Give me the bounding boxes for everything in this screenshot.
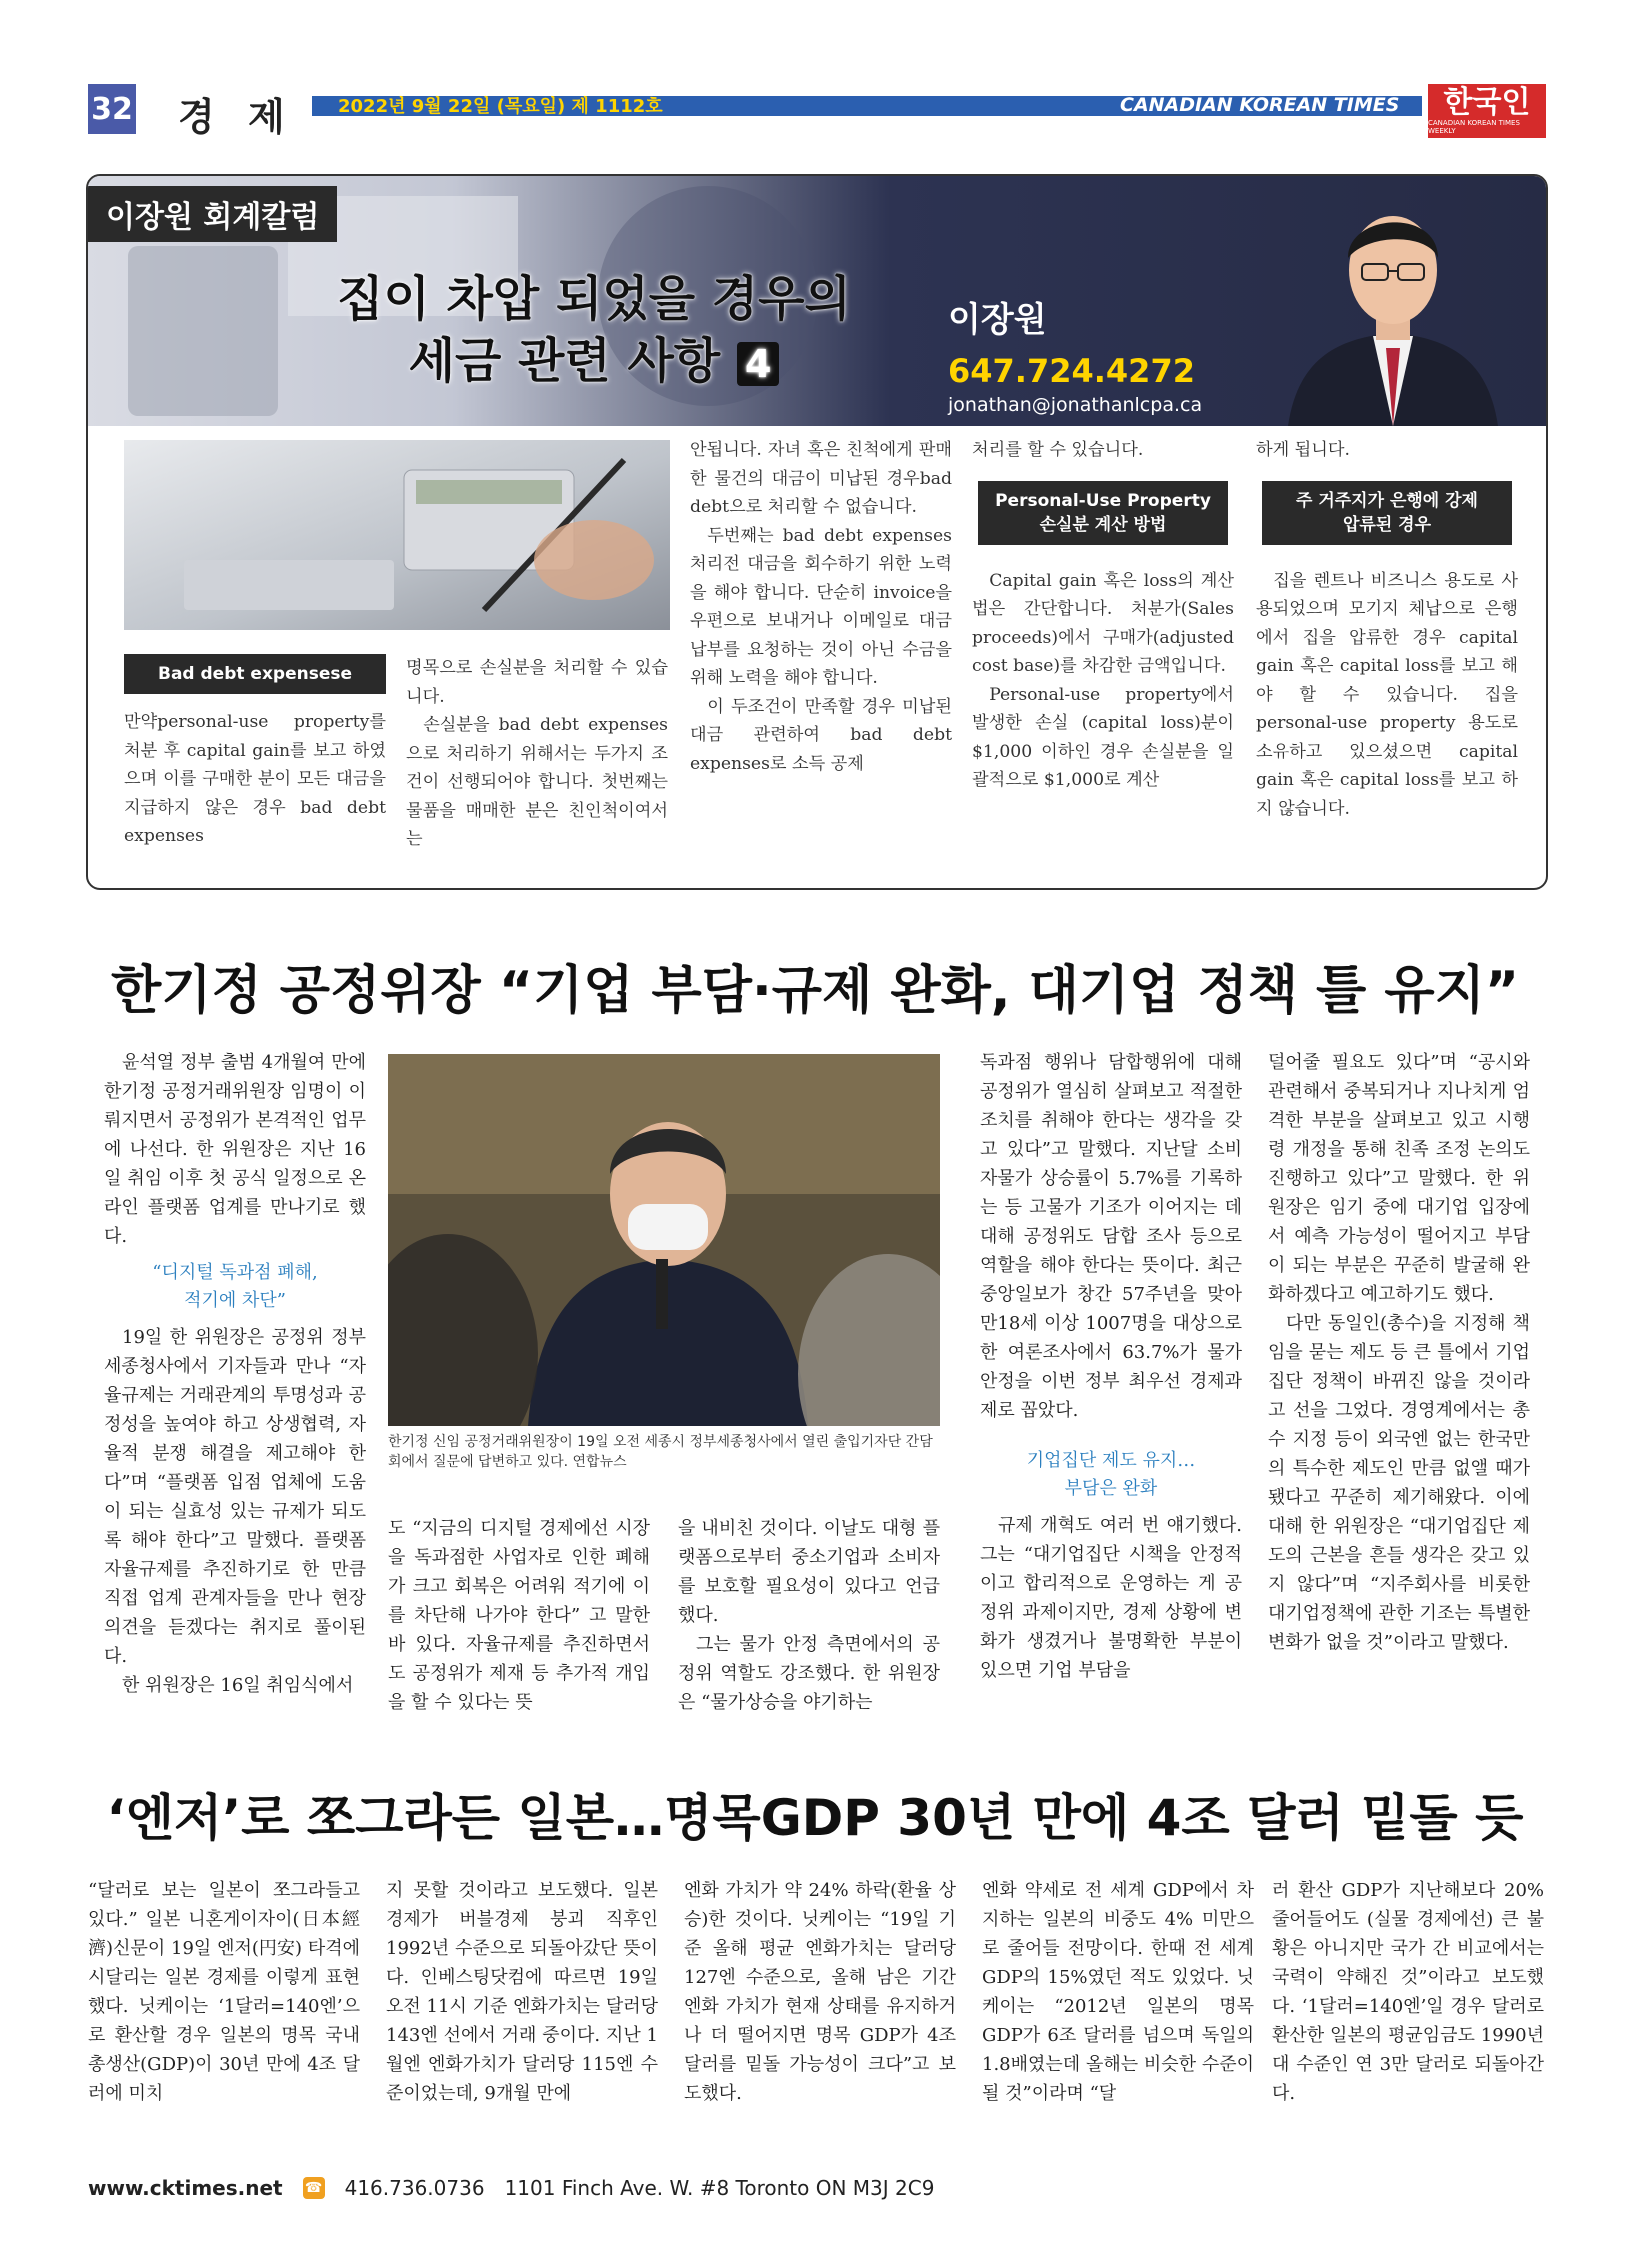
- subhead-bad-debt: Bad debt expensese: [124, 654, 386, 694]
- paragraph: 러 환산 GDP가 지난해보다 20% 줄어들어도 (실물 경제에선) 큰 불황은 아니지만 국가 간 비교에서는 국력이 약해진 것”이라고 보도했다. ‘1달러=140엔’일 경우 달러로 환산한 일본의 평균임금도 1990년대 수준인 연 3만 달러로 되돌아간다.: [1272, 1880, 1544, 2104]
- column-title-line1: 집이 차압 되었을 경우의: [337, 271, 851, 327]
- accounting-column: [86, 174, 1548, 890]
- footer-address: 1101 Finch Ave. W. #8 Toronto ON M3J 2C9: [504, 2176, 935, 2200]
- paragraph: “달러로 보는 일본이 쪼그라들고 있다.” 일본 니혼게이자이(日本經濟)신문이 19일 엔저(円安) 타격에 시달리는 일본 경제를 이렇게 표현했다. 닛케이는 ‘1달러=140엔’으로 환산할 경우 일본의 명목 국내총생산(GDP)이 30년 만에 4조 달러에 미치: [88, 1880, 360, 2104]
- paragraph: 하게 됩니다.: [1256, 440, 1350, 460]
- newspaper-logo: [1428, 84, 1546, 138]
- subhead-line: 압류된 경우: [1342, 514, 1432, 535]
- paragraph: 집을 렌트나 비즈니스 용도로 사용되었으며 모기지 체납으로 은행에서 집을 압류한 경우 capital gain 혹은 capital loss를 보고 해야 할 수 있습니다. 집을 personal-use property 용도로 소유하고 있으셨으면 capital gain 혹은 capital loss를 보고 하지 않습니다.: [1256, 570, 1518, 819]
- paragraph: 도 “지금의 디지털 경제에선 시장을 독과점한 사업자로 인한 폐해가 크고 회복은 어려워 적기에 이를 차단해 나가야 한다” 고 말한 바 있다. 자율규제를 추진하면서도 공정위가 제재 등 추가적 개입을 할 수 있다는 뜻: [388, 1518, 650, 1713]
- paper-name: CANADIAN KOREAN TIMES: [1120, 94, 1400, 116]
- paragraph: 을 내비친 것이다. 이날도 대형 플랫폼으로부터 중소기업과 소비자를 보호할 필요성이 있다고 언급했다.: [678, 1518, 940, 1626]
- paragraph: 명목으로 손실분을 처리할 수 있습니다.: [406, 658, 668, 707]
- paragraph: 지 못할 것이라고 보도했다. 일본 경제가 버블경제 붕괴 직후인 1992년 수준으로 되돌아갔단 뜻이다. 인베스팅닷컴에 따르면 19일 오전 11시 기준 엔화가치는 달러당 143엔 선에서 거래 중이다. 지난 1월엔 엔화가치가 달러당 115엔 수준이었는데, 9개월 만에: [386, 1880, 658, 2104]
- article2-col-1: [88, 1876, 360, 2108]
- column-banner: [88, 176, 1546, 426]
- article1-col-4: [980, 1048, 1242, 1685]
- subhead-personal-use: [978, 481, 1228, 545]
- subhead-line: 부담은 완화: [1064, 1478, 1158, 1499]
- paragraph: 19일 한 위원장은 공정위 정부세종청사에서 기자들과 만나 “자율규제는 거래관계의 투명성과 공정성을 높여야 하고 상생협력, 자율적 분쟁 해결을 제고해야 한다”며 “플랫폼 입점 업체에 도움이 되는 실효성 있는 규제가 되도록 해야 한다”고 말했다. 플랫폼 자율규제를 추진하기로 한 만큼 직접 업계 관계자들을 만나 현장 의견을 듣겠다는 취지로 풀이된다.: [104, 1327, 366, 1667]
- footer-website-link[interactable]: www.cktimes.net: [88, 2176, 283, 2200]
- column-tag: 이장원 회계칼럼: [88, 186, 337, 242]
- calculator-photo: [124, 440, 670, 630]
- paragraph: 엔화 약세로 전 세계 GDP에서 차지하는 일본의 비중도 4% 미만으로 줄어들 전망이다. 한때 전 세계 GDP의 15%였던 적도 있었다. 닛케이는 “2012년 일본의 명목 GDP가 6조 달러를 넘으며 독일의 1.8배였는데 올해는 비슷한 수준이 될 것”이라며 “달: [982, 1880, 1254, 2104]
- article2-col-5: [1272, 1876, 1544, 2108]
- article1-col-1: [104, 1048, 366, 1700]
- paragraph: 손실분을 bad debt expenses으로 처리하기 위해서는 두가지 조건이 선행되어야 합니다. 첫번째는 물품을 매매한 분은 친인척이여서는: [406, 715, 668, 849]
- paragraph: 만약personal-use property를 처분 후 capital gain를 보고 하였으며 이를 구매한 분이 모든 대금을 지급하지 않은 경우 bad debt expenses: [124, 712, 386, 846]
- author-phone: 647.724.4272: [948, 352, 1195, 390]
- subhead-line: 적기에 차단”: [184, 1290, 286, 1311]
- paragraph: 덜어줄 필요도 있다”며 “공시와 관련해서 중복되거나 지나치게 엄격한 부분을 살펴보고 있고 시행령 개정을 통해 친족 조정 논의도 진행하고 있다”고 말했다. 한 위원장은 임기 중에 대기업 입장에서 예측 가능성이 떨어지고 부담이 되는 부분은 꾸준히 발굴해 완화하겠다고 예고하기도 했다.: [1268, 1052, 1530, 1305]
- section-name: 경 제: [178, 95, 295, 139]
- article1-col-2: [388, 1514, 650, 1717]
- paragraph: 두번째는 bad debt expenses 처리전 대금을 회수하기 위한 노력을 해야 합니다. 단순히 invoice을 우편으로 보내거나 이메일로 대금납부를 요청하는 것이 아닌 수금을 위해 노력을 해야 합니다.: [690, 525, 952, 688]
- paragraph: 한 위원장은 16일 취임식에서: [122, 1675, 354, 1696]
- footer: [88, 2176, 934, 2200]
- logo-text: 한국인: [1443, 85, 1531, 120]
- paragraph: 처리를 할 수 있습니다.: [972, 440, 1144, 460]
- article1-photo: [388, 1054, 940, 1426]
- article1-col-5: [1268, 1048, 1530, 1657]
- phone-icon: ☎: [303, 2177, 325, 2199]
- column-body: [88, 426, 1546, 888]
- paragraph: 독과점 행위나 담합행위에 대해 공정위가 열심히 살펴보고 적절한 조치를 취해야 한다는 생각을 갖고 있다”고 말했다. 지난달 소비자물가 상승률이 5.7%를 기록하는 등 고물가 기조가 이어지는 데 대해 공정위도 담합 조사 등으로 역할을 해야 한다는 뜻이다. 최근 중앙일보가 창간 57주년을 맞아 만18세 이상 1007명을 대상으로 한 여론조사에서 63.7%가 물가안정을 이번 정부 최우선 경제과제로 꼽았다.: [980, 1052, 1242, 1421]
- author-portrait: [1278, 188, 1508, 426]
- subhead-line: “디지털 독과점 폐해,: [152, 1262, 318, 1283]
- paragraph: 이 두조건이 만족할 경우 미납된 대금 관련하여 bad debt expenses로 소득 공제: [690, 696, 952, 774]
- column-title-line2: 세금 관련 사항: [408, 333, 721, 389]
- paragraph: 규제 개혁도 여러 번 얘기했다. 그는 “대기업집단 시책을 안정적이고 합리적으로 운영하는 게 공정위 과제이지만, 경제 상황에 변화가 생겼거나 불명확한 부분이 있으면 기업 부담을: [980, 1515, 1242, 1681]
- paragraph: 안됩니다. 자녀 혹은 친척에게 판매한 물건의 대금이 미납된 경우bad debt으로 처리할 수 없습니다.: [690, 440, 952, 517]
- paragraph: Capital gain 혹은 loss의 계산법은 간단합니다. 처분가(Sales proceeds)에서 구매가(adjusted cost base)를 차감한 금액입니다.: [972, 570, 1234, 676]
- article1-subhead-2: [980, 1447, 1242, 1503]
- paragraph: 윤석열 정부 출범 4개월여 만에 한기정 공정거래위원장 임명이 이뤄지면서 공정위가 본격적인 업무에 나선다. 한 위원장은 지난 16일 취임 이후 첫 공식 일정으로 온라인 플랫폼 업계를 만나기로 했다.: [104, 1052, 366, 1247]
- author-email[interactable]: jonathan@jonathanlcpa.ca: [948, 394, 1203, 416]
- article1-headline: 한기정 공정위장 “기업 부담·규제 완화, 대기업 정책 틀 유지”: [110, 961, 1520, 1021]
- article2-col-3: [684, 1876, 956, 2108]
- column-part-number: 4: [737, 342, 779, 386]
- paragraph: 그는 물가 안정 측면에서의 공정위 역할도 강조했다. 한 위원장은 “물가상승을 야기하는: [678, 1634, 940, 1713]
- article2-col-2: [386, 1876, 658, 2108]
- column-title-line2-wrap: [274, 330, 914, 392]
- footer-phone: 416.736.0736: [344, 2176, 485, 2200]
- column-col-4: [972, 436, 1234, 795]
- paragraph: Personal-use property에서 발생한 손실 (capital loss)분이 $1,000 이하인 경우 손실분을 일괄적으로 $1,000로 계산: [972, 684, 1234, 790]
- issue-info: 2022년 9월 22일 (목요일) 제 1112호: [338, 96, 663, 117]
- page-number: 32: [88, 84, 136, 134]
- article1-subhead: [104, 1259, 366, 1315]
- column-col-1: [124, 654, 386, 851]
- subhead-line: 손실분 계산 방법: [1039, 514, 1167, 535]
- author-name: 이장원: [948, 300, 1047, 340]
- article1-col-3: [678, 1514, 940, 1717]
- subhead-line: 주 거주지가 은행에 강제: [1296, 490, 1478, 511]
- logo-small-text: CANADIAN KOREAN TIMES WEEKLY: [1428, 119, 1520, 135]
- subhead-line: 기업집단 제도 유지…: [1026, 1450, 1196, 1471]
- subhead-line: Personal-Use Property: [995, 490, 1211, 511]
- paragraph: 엔화 가치가 약 24% 하락(환율 상승)한 것이다. 닛케이는 “19일 기준 올해 평균 엔화가치는 달러당 127엔 수준으로, 올해 남은 기간 엔화 가치가 현재 상태를 유지하거나 더 떨어지면 명목 GDP가 4조 달러를 밑돌 가능성이 크다”고 보도했다.: [684, 1880, 956, 2104]
- article1-photo-caption: 한기정 신임 공정거래위원장이 19일 오전 세종시 정부세종청사에서 열린 출입기자단 간담회에서 질문에 답변하고 있다. 연합뉴스: [388, 1434, 933, 1470]
- paragraph: 다만 동일인(총수)을 지정해 책임을 묻는 제도 등 큰 틀에서 기업집단 정책이 바뀌진 않을 것이라고 선을 그었다. 경영계에서는 총수 지정 등이 외국엔 없는 한국만의 특수한 제도인 만큼 없앨 때가 됐다고 꾸준히 제기해왔다. 이에 대해 한 위원장은 “대기업집단 제도의 근본을 흔들 생각은 갖고 있지 않다”며 “지주회사를 비롯한 대기업정책에 관한 기조는 특별한 변화가 없을 것”이라고 말했다.: [1268, 1313, 1530, 1653]
- subhead-foreclosure: [1262, 481, 1512, 545]
- column-col-5: [1256, 436, 1518, 823]
- column-title: [274, 268, 914, 392]
- column-col-2: [406, 654, 668, 854]
- article2-headline: ‘엔저’로 쪼그라든 일본…명목GDP 30년 만에 4조 달러 밑돌 듯: [106, 1789, 1524, 1847]
- article2-col-4: [982, 1876, 1254, 2108]
- column-col-3: [690, 436, 952, 778]
